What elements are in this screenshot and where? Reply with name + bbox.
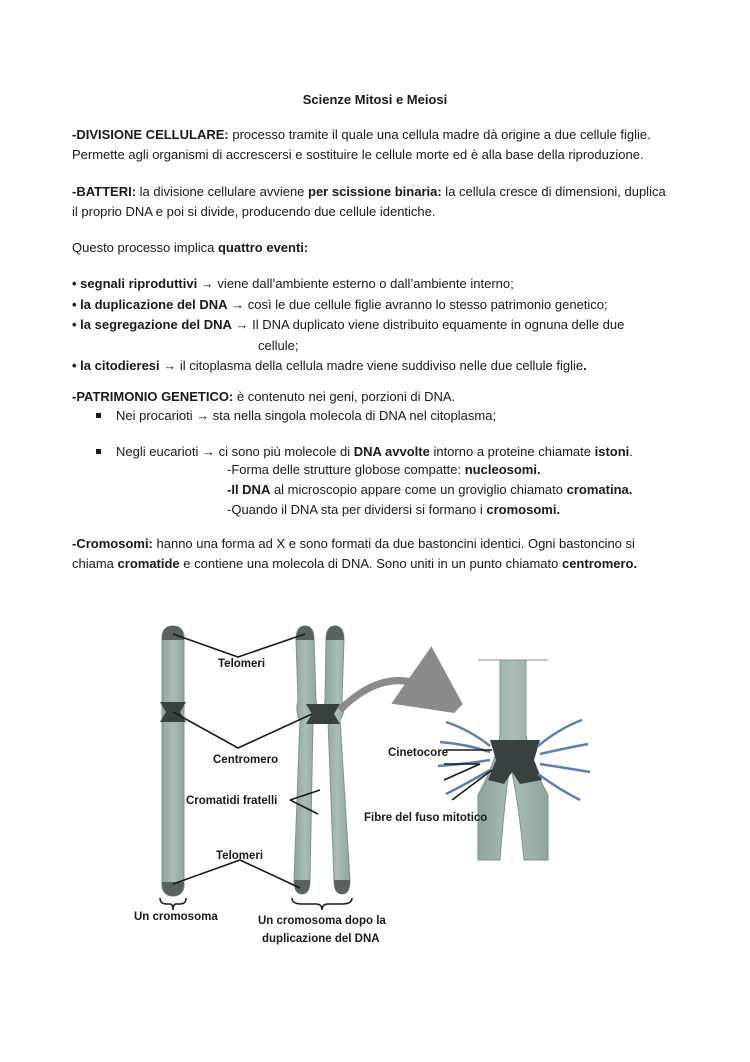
eucarioti-bold-1: DNA avvolte — [353, 444, 430, 459]
batteri-label: -BATTERI: — [72, 184, 137, 199]
single-chromosome — [160, 626, 186, 896]
brace-duplicated — [292, 898, 352, 910]
detail-bold: nucleosomi. — [464, 462, 541, 477]
list-item-continuation — [72, 336, 702, 357]
events-list — [72, 274, 702, 377]
batteri-text-1: la divisione cellulare avviene — [136, 184, 309, 199]
detail-text: al microscopio appare come un groviglio chiamato — [270, 482, 567, 497]
bullet-end: . — [583, 358, 587, 373]
eucarioti-text-2: intorno a proteine chiamate — [429, 444, 595, 459]
cromosomi-text-2: chiama — [72, 556, 118, 571]
procarioti-text: Nei procarioti → sta nella singola molecola di DNA nel citoplasma; — [116, 408, 497, 423]
cromosomi-text-1: hanno una forma ad X e sono formati da due bastoncini identici. Ogni bastoncino si — [152, 536, 635, 551]
duplicated-chromosome — [294, 626, 350, 894]
bullet-bold: • la citodieresi — [72, 358, 160, 373]
cromosomi-bold-1: cromatide — [117, 556, 180, 571]
arrow-icon: → — [197, 276, 214, 291]
list-item — [96, 406, 696, 426]
zoom-arrow-icon — [340, 681, 440, 710]
eucarioti-bold-2: istoni — [594, 444, 630, 459]
arrow-icon: → — [231, 317, 249, 332]
detail-line — [227, 500, 632, 520]
bullet-continuation: cellule; — [258, 337, 299, 353]
detail-text: -Quando il DNA sta per dividersi si formano i — [227, 502, 487, 517]
bullet-bold: • segnali riproduttivi — [72, 276, 198, 291]
cromosomi-label: -Cromosomi: — [72, 536, 153, 551]
patrimonio-text: è contenuto nei geni, porzioni di DNA. — [233, 389, 456, 404]
label-telomeri-bottom: Telomeri — [216, 850, 264, 862]
list-item — [72, 356, 702, 377]
paragraph-eventi — [72, 238, 692, 258]
cromosomi-text-3: e contiene una molecola di DNA. Sono uniti in un punto chiamato — [179, 556, 562, 571]
detail-bold-lead: -Il DNA — [227, 482, 271, 497]
label-dopo-line1: Un cromosoma dopo la — [258, 915, 386, 927]
detail-bold: cromosomi. — [486, 502, 561, 517]
genome-list — [96, 406, 696, 462]
cromosomi-bold-2: centromero. — [561, 556, 638, 571]
arrow-icon: → — [159, 358, 177, 373]
label-dopo-line2: duplicazione del DNA — [262, 933, 380, 945]
paragraph-batteri — [72, 182, 692, 222]
detail-bold: cromatina. — [566, 482, 633, 497]
label-telomeri-top: Telomeri — [218, 658, 266, 670]
label-centromero: Centromero — [213, 754, 279, 766]
chromosome-figure — [0, 600, 750, 960]
label-cinetocore: Cinetocore — [388, 747, 449, 759]
detail-line — [227, 460, 632, 480]
batteri-text-2: la cellula cresce di dimensioni, duplica — [441, 184, 666, 199]
label-un-cromosoma: Un cromosoma — [134, 911, 218, 923]
list-item — [72, 315, 702, 336]
bullet-bold: • la segregazione del DNA — [72, 317, 232, 332]
paragraph-cromosomi — [72, 534, 692, 574]
batteri-line2: il proprio DNA e poi si divide, producendo due cellule identiche. — [72, 204, 436, 219]
list-item — [72, 274, 702, 295]
bullet-bold: • la duplicazione del DNA — [72, 296, 228, 312]
bullet-text: Il DNA duplicato viene distribuito equamente in ognuna delle due — [248, 317, 625, 332]
detail-text: -Forma delle strutture globose compatte: — [227, 462, 465, 477]
eventi-text: Questo processo implica — [72, 240, 218, 255]
eucarioti-text-1: Negli eucarioti → ci sono più molecole di — [116, 444, 354, 459]
eventi-bold: quattro eventi: — [217, 240, 309, 255]
bullet-text: il citoplasma della cellula madre viene suddiviso nelle due cellule figlie — [176, 358, 584, 373]
divisione-line2: Permette agli organismi di accrescersi e sostituire le cellule morte ed è alla base della riproduzione. — [72, 147, 644, 162]
page-title: Scienze Mitosi e Meiosi — [302, 92, 448, 107]
square-bullet-icon — [96, 449, 101, 454]
paragraph-divisione — [72, 125, 692, 165]
divisione-line1: processo tramite il quale una cellula madre dà origine a due cellule figlie. — [228, 127, 651, 142]
zoomed-centromere — [437, 660, 593, 860]
bullet-text: viene dall’ambiente esterno o dall’ambiente interno; — [213, 276, 514, 291]
list-item — [72, 295, 702, 316]
square-bullet-icon — [96, 413, 101, 418]
arrow-icon: → — [227, 296, 245, 312]
detail-line — [227, 480, 632, 500]
batteri-bold-1: per scissione binaria: — [308, 184, 442, 199]
eucarioti-text-3: . — [629, 444, 633, 459]
bullet-text: così le due cellule figlie avranno lo stesso patrimonio genetico; — [244, 296, 608, 312]
brace-single — [160, 898, 186, 910]
label-cromatidi: Cromatidi fratelli — [186, 795, 278, 807]
patrimonio-label: -PATRIMONIO GENETICO: — [72, 389, 234, 404]
list-item — [96, 442, 696, 462]
paragraph-patrimonio — [72, 387, 692, 407]
divisione-label: -DIVISIONE CELLULARE: — [72, 127, 229, 142]
eucarioti-details — [227, 460, 632, 520]
label-fibre: Fibre del fuso mitotico — [364, 812, 488, 824]
